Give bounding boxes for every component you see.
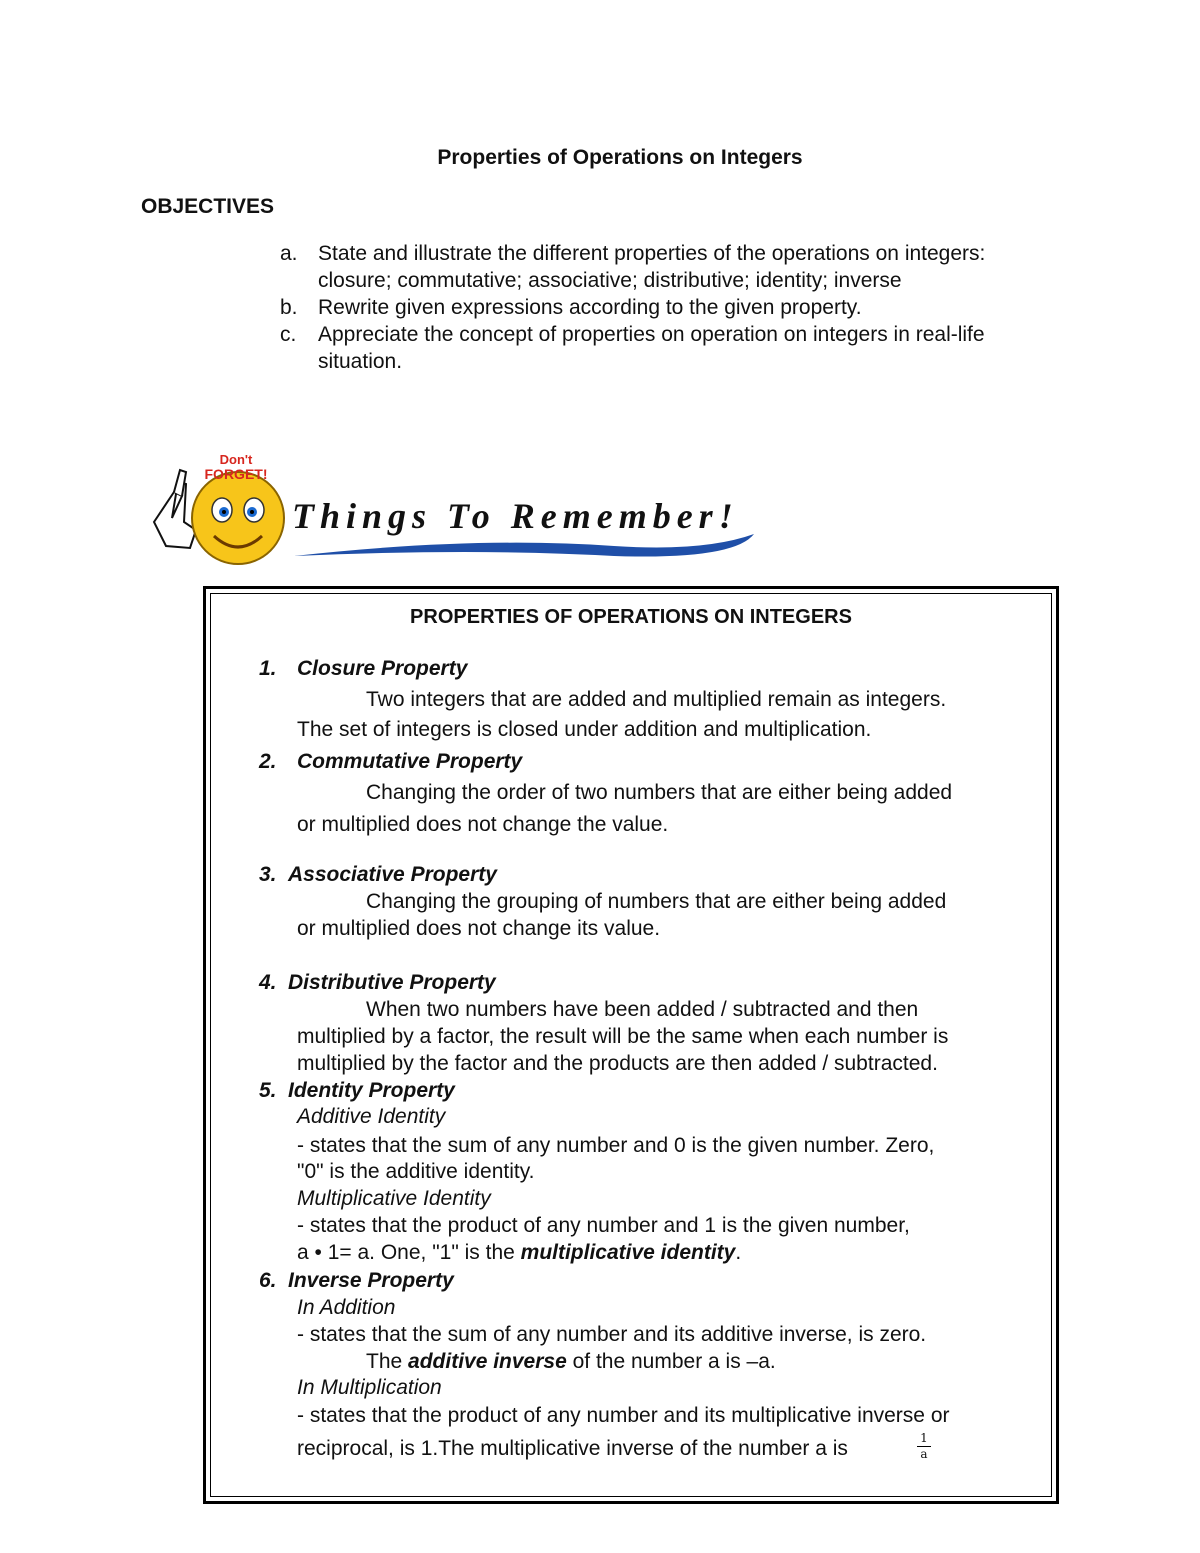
objective-line: Appreciate the concept of properties on operation on integers in real-life bbox=[318, 323, 985, 346]
distributive-line-3: multiplied by the factor and the products are then added / subtracted. bbox=[297, 1052, 938, 1075]
fraction-numerator: 1 bbox=[920, 1431, 928, 1445]
property-name-identity: Identity Property bbox=[288, 1079, 455, 1102]
text-span: a • 1= a. One, "1" is the bbox=[297, 1241, 521, 1264]
objective-line: Rewrite given expressions according to the given property. bbox=[318, 296, 862, 319]
property-number: 6. bbox=[259, 1269, 277, 1292]
property-number: 3. bbox=[259, 863, 277, 886]
additive-identity-line-2: "0" is the additive identity. bbox=[297, 1160, 535, 1183]
associative-line-2: or multiplied does not change its value. bbox=[297, 917, 661, 940]
multiplicative-identity-term: multiplicative identity bbox=[520, 1241, 736, 1264]
text-span: of the number a is –a. bbox=[566, 1350, 776, 1373]
objectives-list bbox=[280, 240, 1080, 375]
property-number: 5. bbox=[259, 1079, 277, 1102]
fraction-denominator: a bbox=[920, 1447, 928, 1461]
objective-item-c bbox=[280, 321, 1080, 375]
additive-identity-heading: Additive Identity bbox=[297, 1105, 446, 1128]
multiplicative-identity-line-2 bbox=[297, 1241, 741, 1265]
objective-line: situation. bbox=[318, 350, 403, 373]
in-addition-line-2 bbox=[366, 1350, 776, 1374]
property-name-associative: Associative Property bbox=[288, 863, 497, 886]
objective-item-b bbox=[280, 294, 1080, 321]
text-span: . bbox=[735, 1241, 742, 1264]
associative-line-1: Changing the grouping of numbers that are either being added bbox=[366, 890, 947, 913]
multiplicative-identity-line-1: - states that the product of any number and 1 is the given number, bbox=[297, 1214, 910, 1237]
objective-item-a bbox=[280, 240, 1080, 294]
objectives-heading: OBJECTIVES bbox=[141, 195, 275, 218]
smiley-icon bbox=[144, 452, 784, 582]
property-name-inverse: Inverse Property bbox=[288, 1269, 454, 1292]
in-addition-heading: In Addition bbox=[297, 1296, 396, 1319]
closure-line-2: The set of integers is closed under addition and multiplication. bbox=[297, 718, 872, 741]
in-multiplication-heading: In Multiplication bbox=[297, 1376, 442, 1399]
things-to-remember-banner bbox=[144, 452, 784, 582]
property-name-distributive: Distributive Property bbox=[288, 971, 496, 994]
text-span: The bbox=[366, 1350, 409, 1373]
additive-identity-line-1: - states that the sum of any number and 0 is the given number. Zero, bbox=[297, 1134, 935, 1157]
objective-marker: a. bbox=[280, 242, 298, 265]
badge-line1: Don't bbox=[219, 452, 253, 467]
objective-line: closure; commutative; associative; distributive; identity; inverse bbox=[318, 269, 902, 292]
commutative-line-2: or multiplied does not change the value. bbox=[297, 813, 669, 836]
banner-text: Things To Remember! bbox=[292, 496, 739, 536]
additive-inverse-term: additive inverse bbox=[408, 1350, 567, 1373]
objective-marker: b. bbox=[280, 296, 298, 319]
properties-box-title: PROPERTIES OF OPERATIONS ON INTEGERS bbox=[410, 606, 852, 628]
closure-line-1: Two integers that are added and multiplied remain as integers. bbox=[366, 688, 947, 711]
reciprocal-fraction bbox=[917, 1432, 931, 1461]
page-title: Properties of Operations on Integers bbox=[437, 146, 803, 169]
property-number: 2. bbox=[259, 750, 277, 773]
commutative-line-1: Changing the order of two numbers that are either being added bbox=[366, 781, 953, 804]
in-addition-line-1: - states that the sum of any number and its additive inverse, is zero. bbox=[297, 1323, 927, 1346]
property-number: 4. bbox=[259, 971, 277, 994]
property-name-closure: Closure Property bbox=[297, 657, 468, 680]
objective-marker: c. bbox=[280, 323, 297, 346]
property-name-commutative: Commutative Property bbox=[297, 750, 523, 773]
distributive-line-2: multiplied by a factor, the result will be the same when each number is bbox=[297, 1025, 949, 1048]
objective-line: State and illustrate the different properties of the operations on integers: bbox=[318, 242, 986, 265]
in-multiplication-line-2: reciprocal, is 1.The multiplicative inverse of the number a is bbox=[297, 1437, 848, 1460]
badge-line2: FORGET! bbox=[204, 466, 268, 482]
multiplicative-identity-heading: Multiplicative Identity bbox=[297, 1187, 491, 1210]
in-multiplication-line-1: - states that the product of any number and its multiplicative inverse or bbox=[297, 1404, 950, 1427]
distributive-line-1: When two numbers have been added / subtracted and then bbox=[366, 998, 919, 1021]
property-number: 1. bbox=[259, 657, 277, 680]
